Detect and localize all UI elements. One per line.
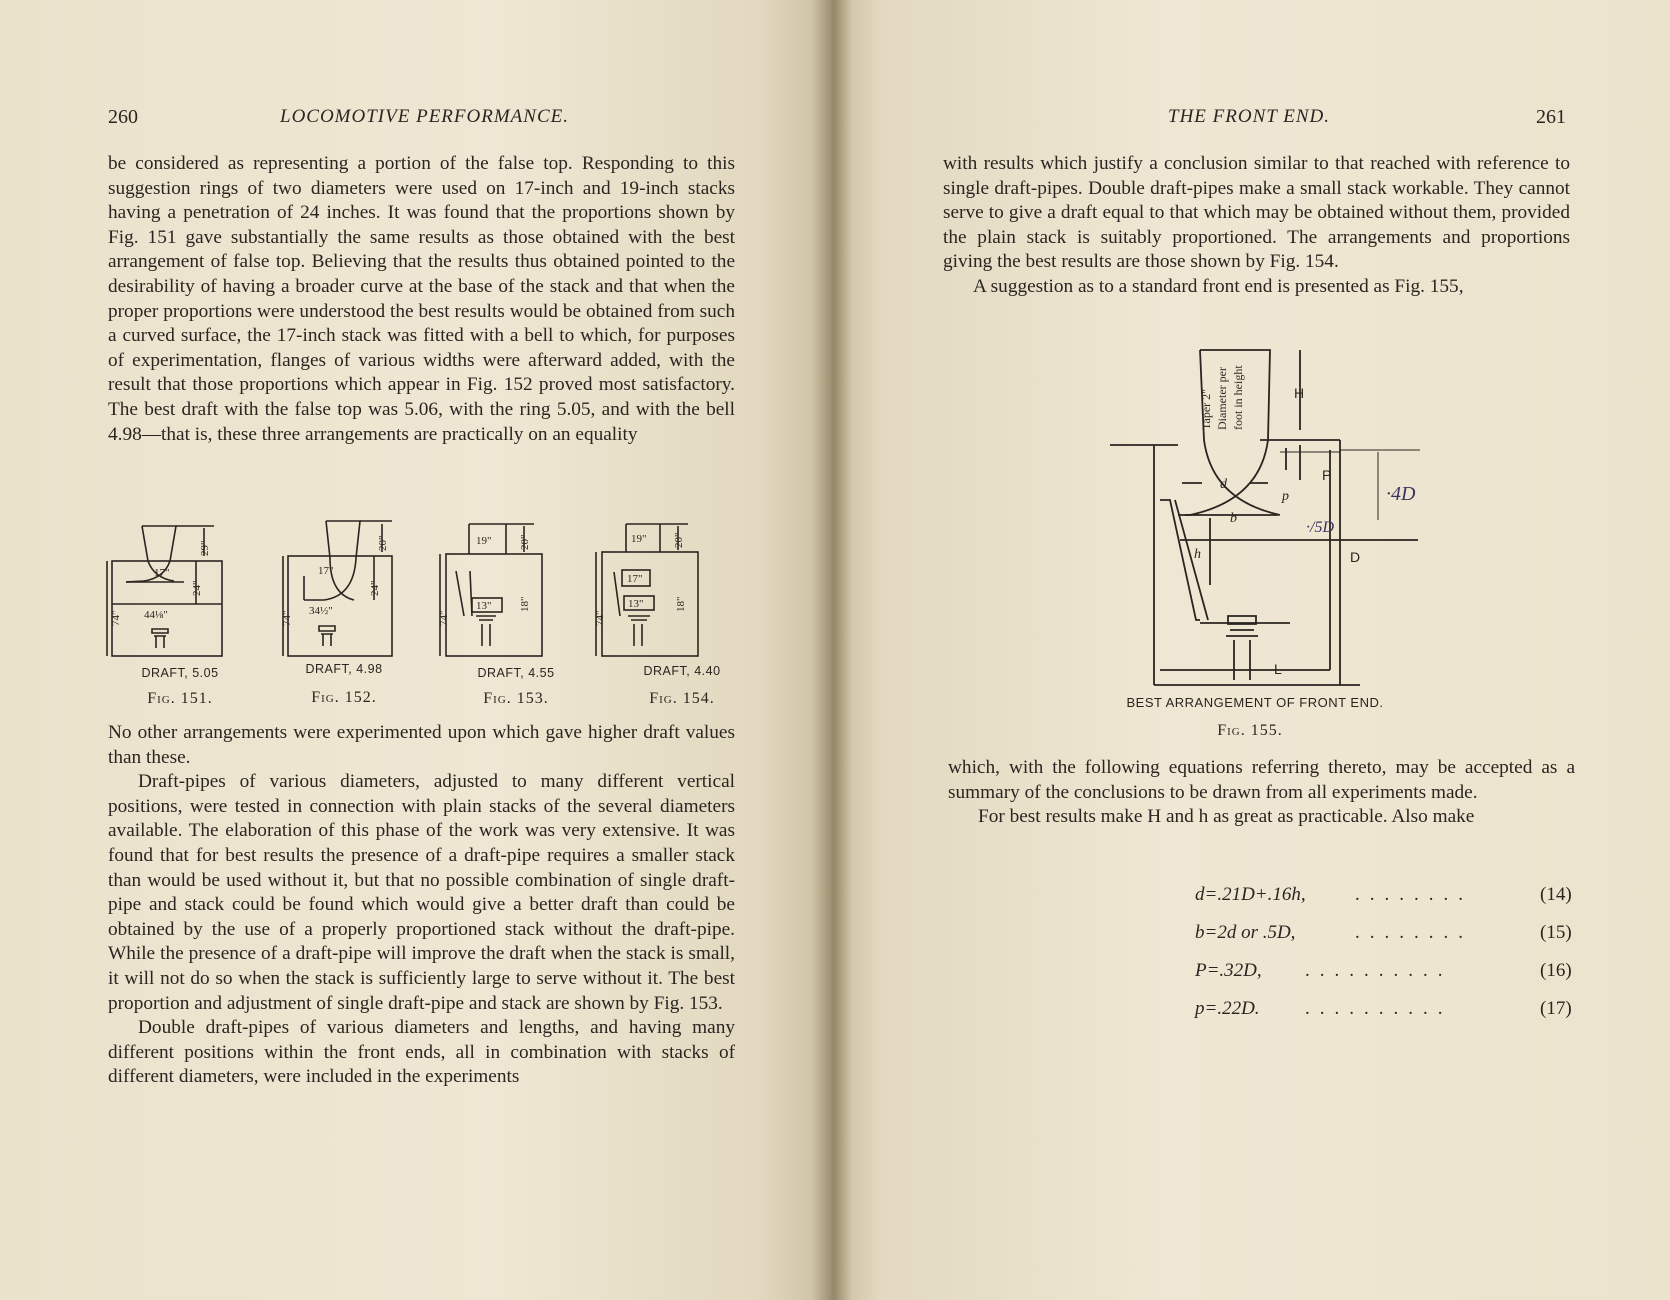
right-running-head: THE FRONT END. xyxy=(1168,106,1330,127)
fig-155-handwritten-note-2: ·/5D xyxy=(1306,519,1334,536)
fig-154-pipe-dim: 13" xyxy=(628,598,644,610)
fig-155-label-p: p xyxy=(1282,489,1289,504)
fig-155-height-note: foot in height xyxy=(1231,365,1245,430)
equation-17-leader: .......... xyxy=(1305,998,1453,1019)
right-paragraph-3: which, with the following equations referring thereto, may be accepted as a summary of the conclusions to be drawn from all experiments made. xyxy=(948,757,1575,803)
right-paragraph-group-1 xyxy=(943,152,1570,300)
fig-151-label: Fig. 151. xyxy=(147,690,213,707)
fig-154-height-dim: 74" xyxy=(594,610,606,626)
fig-154-top-dim: 20" xyxy=(673,532,685,548)
fig-155-label-D: D xyxy=(1350,549,1361,565)
fig-155-caption: BEST ARRANGEMENT OF FRONT END. xyxy=(1126,695,1384,710)
right-page-number: 261 xyxy=(1536,106,1566,128)
fig-151-width-dim: 44⅛" xyxy=(144,609,168,621)
equation-15: b=2d or .5D, xyxy=(1195,922,1296,943)
fig-153-pipe-height-dim: 18" xyxy=(519,596,531,612)
left-paragraph-2: No other arrangements were experimented upon which gave higher draft values than these. xyxy=(108,722,735,768)
fig-154-pipe-height-dim: 18" xyxy=(675,596,687,612)
figures-151-154 xyxy=(104,516,744,676)
equation-14: d=.21D+.16h, xyxy=(1195,884,1306,905)
equation-16-leader: .......... xyxy=(1305,960,1453,981)
fig-155-label-d: d xyxy=(1220,477,1227,492)
fig-154-label: Fig. 154. xyxy=(649,690,715,707)
fig-151-stack-dim: 17" xyxy=(154,567,170,579)
fig-155-handwritten-note-1: ·4D xyxy=(1386,483,1416,505)
fig-154-stack-dim: 19" xyxy=(631,533,647,545)
book-gutter xyxy=(812,0,852,1300)
fig-152-top-dim: 20" xyxy=(377,535,389,551)
fig-153-caption: DRAFT, 4.55 xyxy=(477,666,555,680)
left-paragraph-group xyxy=(108,721,735,1090)
right-paragraph-4: For best results make H and h as great as practicable. Also make xyxy=(978,806,1475,828)
equation-16-number: (16) xyxy=(1540,960,1572,981)
fig-152-caption: DRAFT, 4.98 xyxy=(305,662,383,676)
fig-154-caption: DRAFT, 4.40 xyxy=(643,664,721,678)
fig-155-label-L: L xyxy=(1274,661,1282,677)
left-paragraph-3: Draft-pipes of various diameters, adjusted to many different vertical positions, were tested in connection with plain stacks of the several diameters available. The elaboration of this phase of the work was very extensive. It was found that for best results the presence of a draft-pipe requires a smaller stack than would be used without it, but that no possible combination of single draft-pipe and stack could be found which would give a better draft than could be obtained by the use of a properly proportioned stack without the draft-pipe. While the presence of a draft-pipe will improve the draft when the stack is small, it will not do so when the stack is sufficiently large to serve without it. The best proportion and adjustment of single draft-pipe and stack are shown by Fig. 153. xyxy=(108,771,735,1014)
fig-155-label: Fig. 155. xyxy=(1217,722,1283,739)
fig-151-caption: DRAFT, 5.05 xyxy=(141,666,219,680)
fig-154-inner-dim: 17" xyxy=(627,573,643,585)
fig-153-label: Fig. 153. xyxy=(483,690,549,707)
left-paragraph-1-text: be considered as representing a portion of the false top. Responding to this suggestion rings of two diameters were used on 17-inch and 19-inch stacks having a penetration of 24 inches. It was found that the proportions shown by Fig. 151 gave substantially the same results as those obtained with the best arrangement of false top. Believing that the results thus obtained pointed to the desirability of having a broader curve at the base of the stack and that when the proper proportions were understood the best results would be obtained from such a curved surface, the 17-inch stack was fitted with a bell to which, for purposes of experimentation, flanges of various widths were afterward added, with the result that those proportions which appear in Fig. 152 proved most satisfactory. The best draft with the false top was 5.06, with the ring 5.05, and with the bell 4.98—that is, these three arrangements are practically on an equality xyxy=(108,153,735,445)
fig-155-label-h: h xyxy=(1194,547,1201,562)
fig-155-diameter-note: Diameter per xyxy=(1215,367,1229,430)
fig-155-taper-note: Taper 2" xyxy=(1199,388,1213,430)
equation-16: P=.32D, xyxy=(1195,960,1262,981)
left-paragraph-4: Double draft-pipes of various diameters and lengths, and having many different positions within the front ends, all in combination with stacks of different diameters, were included in the experiments xyxy=(108,1017,735,1088)
fig-151-height-dim: 74" xyxy=(110,610,122,626)
equation-17-number: (17) xyxy=(1540,998,1572,1019)
left-page-number: 260 xyxy=(108,106,138,128)
right-paragraph-2: A suggestion as to a standard front end is presented as Fig. 155, xyxy=(973,275,1464,297)
equation-17: p=.22D. xyxy=(1195,998,1260,1019)
fig-153-pipe-dim: 13" xyxy=(476,600,492,612)
fig-151-top-dim: 29" xyxy=(199,540,211,556)
fig-152-width-dim: 34½" xyxy=(309,605,333,617)
fig-155-label-H: H xyxy=(1294,385,1305,401)
right-paragraph-group-2 xyxy=(948,756,1575,830)
fig-153-stack-dim: 19" xyxy=(476,535,492,547)
equation-14-leader: ........ xyxy=(1355,884,1473,905)
fig-152-height-dim: 74" xyxy=(281,610,293,626)
fig-153-height-dim: 74" xyxy=(438,610,450,626)
equation-14-number: (14) xyxy=(1540,884,1572,905)
left-paragraph-1 xyxy=(108,152,735,447)
fig-151-penetration-dim: 24" xyxy=(191,580,203,596)
fig-153-top-dim: 20" xyxy=(519,534,531,550)
fig-155-label-P: P xyxy=(1322,467,1332,483)
fig-155-label-b: b xyxy=(1230,511,1237,526)
fig-152-stack-dim: 17" xyxy=(318,565,334,577)
right-paragraph-1: with results which justify a conclusion similar to that reached with reference to single draft-pipes. Double draft-pipes make a small stack workable. They cannot serve to give a draft equal to that which may be obtained without them, provided the plain stack is suitably proportioned. The arrangements and proportions giving the best results are those shown by Fig. 154. xyxy=(943,153,1570,273)
equation-15-leader: ........ xyxy=(1355,922,1473,943)
fig-152-penetration-dim: 24" xyxy=(369,580,381,596)
fig-155-drawing xyxy=(1100,340,1460,700)
fig-152-label: Fig. 152. xyxy=(311,689,377,706)
left-running-head: LOCOMOTIVE PERFORMANCE. xyxy=(280,106,569,127)
equation-15-number: (15) xyxy=(1540,922,1572,943)
